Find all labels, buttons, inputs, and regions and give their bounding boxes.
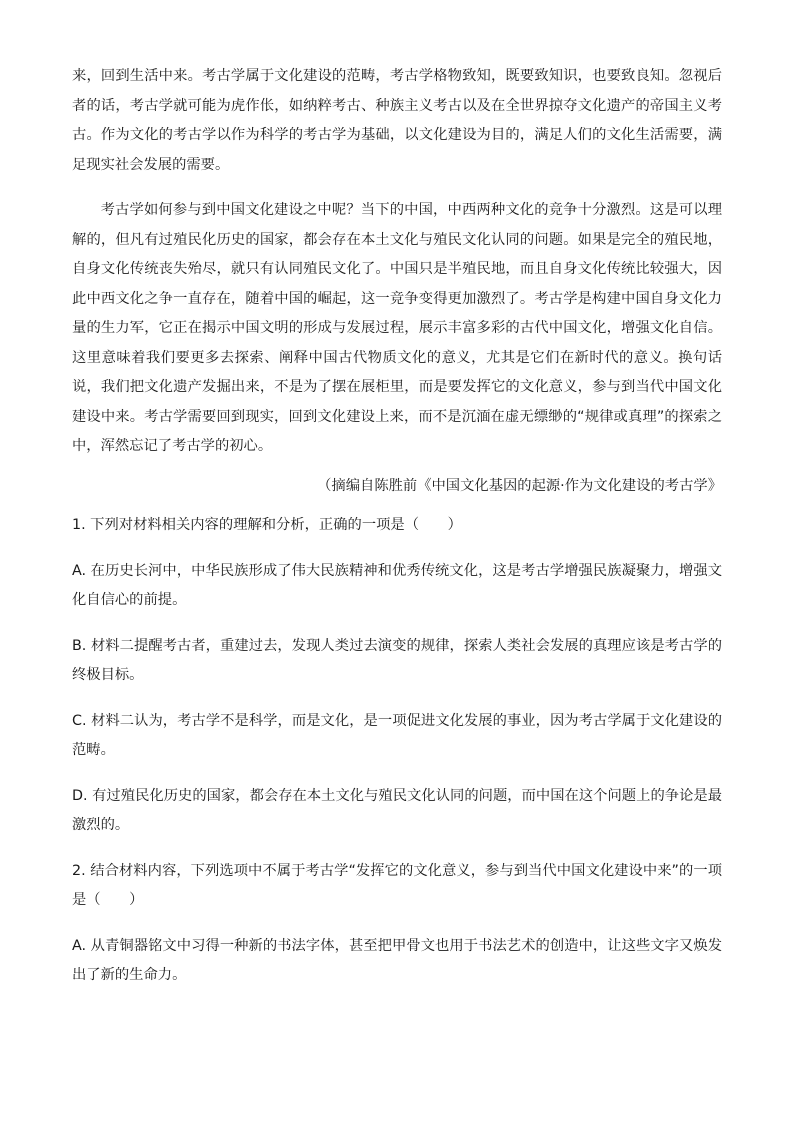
- passage-paragraph-continued: 来，回到生活中来。考古学属于文化建设的范畴，考古学格物致知，既要致知识，也要致良知。忽视后者的话，考古学就可能为虎作伥，如纳粹考古、种族主义考古以及在全世界掠夺文化遗产的帝国主义考古。作为文化的考古学以作为科学的考古学为基础，以文化建设为目的，满足人们的文化生活需要，满足现实社会发展的需要。: [72, 68, 722, 173]
- question-1-stem: 1. 下列对材料相关内容的理解和分析，正确的一项是（ ）: [72, 517, 462, 533]
- question-2-stem: 2. 结合材料内容，下列选项中不属于考古学“发挥它的文化意义，参与到当代中国文化建设中来”的一项是（ ）: [72, 862, 722, 908]
- question-1-option-c: C. 材料二认为，考古学不是科学，而是文化，是一项促进文化发展的事业，因为考古学属于文化建设的范畴。: [72, 712, 722, 758]
- document-page: [72, 62, 722, 1007]
- question-2-option-a: A. 从青铜器铭文中习得一种新的书法字体，甚至把甲骨文也用于书法艺术的创造中，让这些文字又焕发出了新的生命力。: [72, 937, 722, 983]
- passage-paragraph-2: 考古学如何参与到中国文化建设之中呢？当下的中国，中西两种文化的竞争十分激烈。这是可以理解的，但凡有过殖民化历史的国家，都会存在本土文化与殖民文化认同的问题。如果是完全的殖民地，自身文化传统丧失殆尽，就只有认同殖民文化了。中国只是半殖民地，而且自身文化传统比较强大，因此中西文化之争一直存在，随着中国的崛起，这一竞争变得更加激烈了。考古学是构建中国自身文化力量的生力军，它正在揭示中国文明的形成与发展过程，展示丰富多彩的古代中国文化，增强文化自信。这里意味着我们要更多去探索、阐释中国古代物质文化的意义，尤其是它们在新时代的意义。换句话说，我们把文化遗产发掘出来，不是为了摆在展柜里，而是要发挥它的文化意义，参与到当代中国文化建设中来。考古学需要回到现实，回到文化建设上来，而不是沉湎在虚无缥缈的“规律或真理”的探索之中，浑然忘记了考古学的初心。: [72, 202, 722, 454]
- passage-source: （摘编自陈胜前《中国文化基因的起源·作为文化建设的考古学》: [317, 477, 722, 494]
- question-1-option-a: A. 在历史长河中，中华民族形成了伟大民族精神和优秀传统文化，这是考古学增强民族凝聚力，增强文化自信心的前提。: [72, 562, 722, 608]
- question-1-option-b: B. 材料二提醒考古者，重建过去，发现人类过去演变的规律，探索人类社会发展的真理应该是考古学的终极目标。: [72, 637, 722, 683]
- question-1-option-d: D. 有过殖民化历史的国家，都会存在本土文化与殖民文化认同的问题，而中国在这个问题上的争论是最激烈的。: [72, 787, 722, 833]
- question-1: [72, 511, 722, 841]
- question-2: [72, 857, 722, 991]
